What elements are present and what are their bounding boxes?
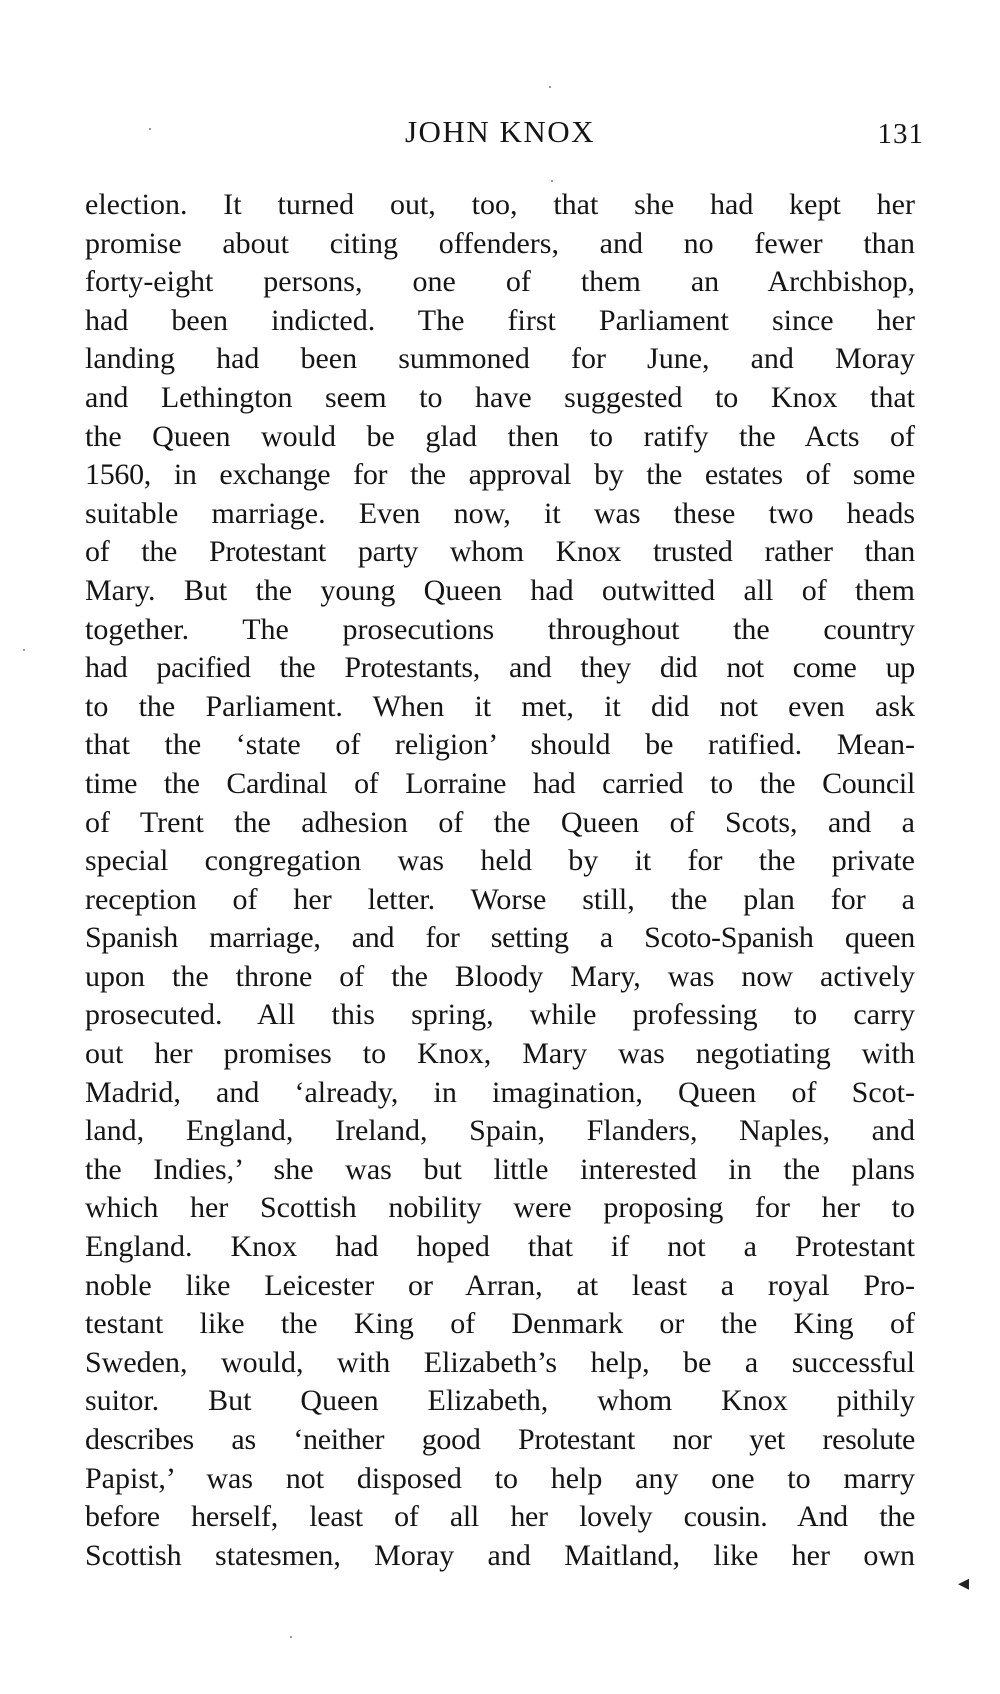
text-line: noble like Leicester or Arran, at least a royal Pro-: [85, 1268, 915, 1302]
text-line: special congregation was held by it for the private: [85, 844, 915, 878]
text-line: election. It turned out, too, that she had kept her: [85, 188, 915, 221]
scan-speck: [290, 1636, 292, 1638]
text-line: 1560, in exchange for the approval by the estates of some: [85, 458, 915, 492]
scan-speck: [549, 86, 551, 88]
text-line: that the ‘state of religion’ should be ratified. Mean-: [85, 728, 915, 762]
text-line: to the Parliament. When it met, it did not even ask: [85, 689, 915, 723]
text-line: of the Protestant party whom Knox trusted rather than: [85, 535, 915, 569]
text-line: England. Knox had hoped that if not a Protestant: [85, 1230, 915, 1264]
text-line: Papist,’ was not disposed to help any one to marry: [85, 1461, 915, 1495]
text-line: reception of her letter. Worse still, the plan for a: [85, 882, 915, 916]
text-line: testant like the King of Denmark or the King of: [85, 1307, 915, 1341]
text-line: the Queen would be glad then to ratify the Acts of: [85, 419, 915, 453]
text-line: upon the throne of the Bloody Mary, was now actively: [85, 959, 915, 993]
page-number: 131: [877, 118, 924, 150]
text-line: which her Scottish nobility were proposing for her to: [85, 1191, 915, 1225]
text-line: Sweden, would, with Elizabeth’s help, be a successful: [85, 1345, 915, 1379]
text-line: together. The prosecutions throughout the country: [85, 612, 915, 646]
text-line: of Trent the adhesion of the Queen of Scots, and a: [85, 805, 915, 839]
text-line: describes as ‘neither good Protestant nor yet resolute: [85, 1423, 915, 1456]
scan-speck: [551, 180, 553, 182]
scan-speck: [149, 128, 151, 130]
text-line: had pacified the Protestants, and they did not come up: [85, 651, 915, 685]
text-line: Madrid, and ‘already, in imagination, Queen of Scot-: [85, 1075, 915, 1109]
text-line: prosecuted. All this spring, while professing to carry: [85, 998, 915, 1032]
text-line: land, England, Ireland, Spain, Flanders, Naples, and: [85, 1114, 915, 1148]
text-line: Scottish statesmen, Moray and Maitland, like her own: [85, 1538, 915, 1572]
text-line: the Indies,’ she was but little interested in the plans: [85, 1152, 915, 1186]
text-line: out her promises to Knox, Mary was negotiating with: [85, 1037, 915, 1071]
running-head: [0, 112, 1000, 152]
text-line: and Lethington seem to have suggested to Knox that: [85, 380, 915, 414]
text-line: Spanish marriage, and for setting a Scoto-Spanish queen: [85, 921, 915, 955]
text-line: landing had been summoned for June, and Moray: [85, 342, 915, 376]
text-line: promise about citing offenders, and no fewer than: [85, 226, 915, 260]
text-line: suitor. But Queen Elizabeth, whom Knox pithily: [85, 1384, 915, 1418]
running-title: JOHN KNOX: [404, 114, 596, 149]
text-line: time the Cardinal of Lorraine had carried to the Council: [85, 766, 915, 800]
text-line: suitable marriage. Even now, it was these two heads: [85, 496, 915, 530]
text-line: forty-eight persons, one of them an Archbishop,: [85, 265, 915, 299]
text-line: before herself, least of all her lovely cousin. And the: [85, 1500, 915, 1534]
scan-speck: [23, 649, 25, 651]
margin-mark: ◂: [958, 1570, 970, 1595]
text-line: had been indicted. The first Parliament since her: [85, 303, 915, 337]
body-text: [85, 186, 915, 1575]
text-line: Mary. But the young Queen had outwitted all of them: [85, 573, 915, 607]
